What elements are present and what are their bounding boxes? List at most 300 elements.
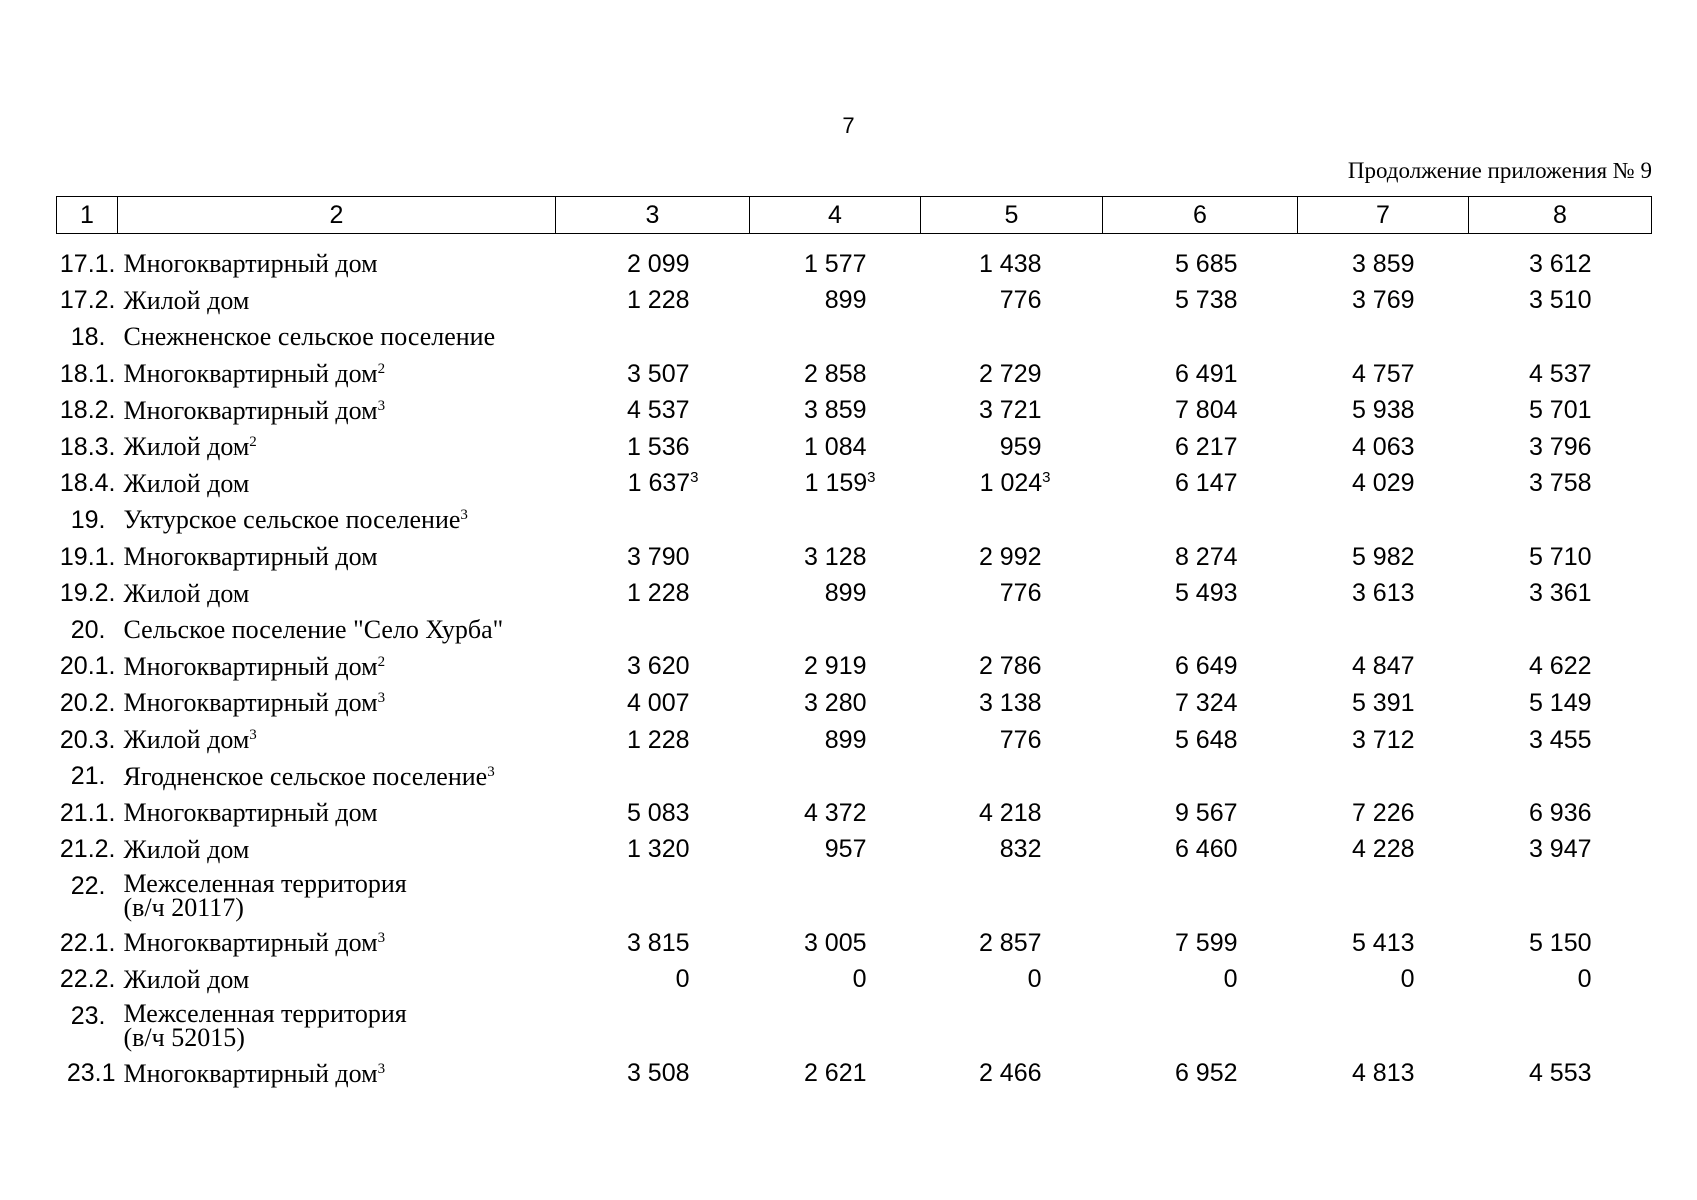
value-cell	[556, 466, 750, 503]
value-text: 4 063	[1351, 432, 1415, 461]
value-cell	[1103, 649, 1298, 686]
value-cell	[750, 868, 921, 925]
value-cell	[556, 832, 750, 869]
footnote-marker: 3	[377, 930, 386, 947]
header-row	[57, 197, 1652, 234]
value-text: 5 710	[1528, 542, 1592, 571]
row-number: 22.1.	[59, 928, 116, 957]
value-text: 2 786	[978, 652, 1042, 681]
name-text: Снежненское сельское поселение	[123, 322, 496, 352]
value-cell	[921, 925, 1103, 962]
value-text: 7 599	[1174, 928, 1238, 957]
footnote-marker: 2	[377, 653, 386, 670]
housing-type	[118, 832, 556, 869]
value-text: 1 438	[978, 249, 1042, 278]
value-cell	[1298, 356, 1469, 393]
value-text: 3 796	[1528, 432, 1592, 461]
value-text: 8 274	[1174, 542, 1238, 571]
housing-type	[118, 1055, 556, 1092]
name-text: Многоквартирный дом	[123, 928, 378, 958]
row-number: 20.	[70, 615, 106, 644]
value-text: 7 804	[1174, 396, 1238, 425]
row-number: 21.	[70, 762, 106, 791]
value-cell	[1298, 392, 1469, 429]
value-cell	[1298, 283, 1469, 320]
row-number: 19.2.	[59, 579, 116, 608]
value-cell	[556, 962, 750, 999]
value-text: 0	[1027, 965, 1042, 994]
table-row	[57, 1055, 1652, 1092]
value-text: 0	[675, 965, 690, 994]
value-text: 6 217	[1174, 432, 1238, 461]
row-number: 21.1.	[59, 798, 116, 827]
value-text: 6 460	[1174, 835, 1238, 864]
value-cell	[1469, 429, 1652, 466]
value-cell	[921, 832, 1103, 869]
value-cell	[556, 429, 750, 466]
value-cell	[1298, 319, 1469, 356]
value-text: 5 391	[1351, 688, 1415, 717]
value-cell	[1469, 502, 1652, 539]
value-text: 3 758	[1528, 469, 1592, 498]
value-cell	[1298, 1055, 1469, 1092]
value-cell	[750, 925, 921, 962]
value-cell	[1469, 356, 1652, 393]
value-cell	[750, 998, 921, 1055]
value-cell	[921, 998, 1103, 1055]
value-text: 6 649	[1174, 652, 1238, 681]
name-text: Жилой дом	[123, 432, 250, 462]
value-text: 1 536	[626, 432, 690, 461]
table-row	[57, 925, 1652, 962]
value-cell	[1298, 649, 1469, 686]
value-cell	[921, 539, 1103, 576]
value-text: 3 128	[803, 542, 867, 571]
value-text: 3 620	[626, 652, 690, 681]
value-cell	[1469, 319, 1652, 356]
value-text: 1 577	[803, 249, 867, 278]
settlement-name	[118, 502, 556, 539]
value-cell	[1469, 612, 1652, 649]
table-row	[57, 758, 1652, 795]
value-text: 4 537	[626, 396, 690, 425]
housing-type	[118, 539, 556, 576]
footnote-marker: 2	[377, 361, 386, 378]
value-cell	[556, 283, 750, 320]
table-row	[57, 234, 1652, 283]
value-text: 899	[824, 725, 867, 754]
value-cell	[556, 319, 750, 356]
table-row	[57, 392, 1652, 429]
row-number: 23.	[70, 1002, 106, 1031]
name-text: Межселенная территория	[123, 999, 407, 1029]
table-row	[57, 575, 1652, 612]
value-cell	[1103, 868, 1298, 925]
table-row	[57, 722, 1652, 759]
value-text: 5 149	[1528, 688, 1592, 717]
value-cell	[1298, 868, 1469, 925]
value-cell	[750, 502, 921, 539]
value-cell	[921, 758, 1103, 795]
value-text: 6 936	[1528, 798, 1592, 827]
name-text: Жилой дом	[123, 725, 250, 755]
value-text: 7 226	[1351, 798, 1415, 827]
housing-type	[118, 649, 556, 686]
settlement-name	[118, 319, 556, 356]
row-number: 18.3.	[59, 432, 116, 461]
value-cell	[556, 234, 750, 283]
value-cell	[750, 575, 921, 612]
table-row	[57, 283, 1652, 320]
value-text: 3 455	[1528, 725, 1592, 754]
value-cell	[1469, 925, 1652, 962]
value-cell	[1469, 1055, 1652, 1092]
row-number: 23.1	[66, 1059, 116, 1088]
column-header: 7	[1298, 197, 1469, 234]
value-cell	[921, 685, 1103, 722]
value-cell	[1469, 962, 1652, 999]
value-cell	[750, 758, 921, 795]
value-cell	[556, 575, 750, 612]
value-text: 4 029	[1351, 469, 1415, 498]
value-text: 5 982	[1351, 542, 1415, 571]
value-cell	[1103, 319, 1298, 356]
value-cell	[556, 502, 750, 539]
value-cell	[750, 962, 921, 999]
value-cell	[921, 722, 1103, 759]
value-cell	[1469, 795, 1652, 832]
value-cell	[1103, 429, 1298, 466]
value-text: 4 847	[1351, 652, 1415, 681]
value-text: 3 790	[626, 542, 690, 571]
value-cell	[750, 649, 921, 686]
row-number: 21.2.	[59, 835, 116, 864]
value-cell	[1103, 502, 1298, 539]
value-cell	[1103, 795, 1298, 832]
value-cell	[921, 612, 1103, 649]
value-cell	[556, 539, 750, 576]
value-cell	[1469, 649, 1652, 686]
name-line-2: (в/ч 52015)	[123, 1023, 245, 1053]
value-cell	[750, 392, 921, 429]
value-text: 776	[999, 725, 1042, 754]
value-cell	[1469, 283, 1652, 320]
value-text: 776	[999, 579, 1042, 608]
housing-type	[118, 925, 556, 962]
value-cell	[556, 925, 750, 962]
value-cell	[556, 795, 750, 832]
housing-type	[118, 722, 556, 759]
value-cell	[1298, 998, 1469, 1055]
row-number: 18.4.	[59, 469, 116, 498]
value-text: 6 952	[1174, 1059, 1238, 1088]
value-cell	[556, 392, 750, 429]
value-cell	[1469, 998, 1652, 1055]
table-header	[57, 197, 1652, 234]
value-text: 2 858	[803, 359, 867, 388]
value-text: 959	[999, 432, 1042, 461]
settlement-name	[118, 998, 556, 1055]
value-cell	[1103, 685, 1298, 722]
value-text: 1 320	[626, 835, 690, 864]
value-cell	[1103, 283, 1298, 320]
settlement-name	[118, 868, 556, 925]
value-cell	[750, 795, 921, 832]
row-number: 17.2.	[59, 286, 116, 315]
value-cell	[1103, 722, 1298, 759]
name-text: Многоквартирный дом	[123, 651, 378, 681]
value-text: 3 612	[1528, 249, 1592, 278]
value-cell	[1298, 962, 1469, 999]
value-text: 4 228	[1351, 835, 1415, 864]
value-text: 3 280	[803, 688, 867, 717]
footnote-marker: 3	[460, 507, 468, 524]
table-row	[57, 502, 1652, 539]
column-header: 2	[118, 197, 556, 234]
value-text: 3 815	[626, 928, 690, 957]
tariff-table	[56, 196, 1652, 1092]
name-text: Жилой дом	[123, 468, 250, 498]
housing-type	[118, 685, 556, 722]
value-cell	[1103, 962, 1298, 999]
value-cell	[556, 612, 750, 649]
row-number: 22.2.	[59, 965, 116, 994]
value-cell	[556, 868, 750, 925]
table-body	[57, 234, 1652, 1092]
value-cell	[1469, 868, 1652, 925]
value-cell	[750, 685, 921, 722]
value-text: 3 712	[1351, 725, 1415, 754]
column-header: 6	[1103, 197, 1298, 234]
table-row	[57, 466, 1652, 503]
name-text: Многоквартирный дом	[123, 249, 378, 279]
value-cell	[1469, 685, 1652, 722]
value-cell	[1298, 539, 1469, 576]
value-cell	[750, 539, 921, 576]
value-text: 3 859	[803, 396, 867, 425]
value-cell	[750, 466, 921, 503]
value-cell	[1103, 539, 1298, 576]
name-text: Межселенная территория	[123, 869, 407, 899]
value-text: 3 721	[978, 396, 1042, 425]
value-text: 899	[824, 579, 867, 608]
settlement-name	[118, 758, 556, 795]
value-cell	[1298, 612, 1469, 649]
value-cell	[921, 795, 1103, 832]
value-text: 3 859	[1351, 249, 1415, 278]
value-cell	[921, 283, 1103, 320]
value-text: 6 491	[1174, 359, 1238, 388]
value-cell	[556, 758, 750, 795]
housing-type	[118, 466, 556, 503]
value-text: 0	[1577, 965, 1592, 994]
footnote-marker: 2	[249, 434, 257, 451]
value-cell	[1298, 685, 1469, 722]
housing-type	[118, 234, 556, 283]
table-row	[57, 962, 1652, 999]
value-text: 1 228	[626, 286, 690, 315]
value-text: 9 567	[1174, 798, 1238, 827]
value-text: 1 637	[627, 469, 691, 498]
value-text: 4 553	[1528, 1059, 1592, 1088]
value-cell	[1298, 722, 1469, 759]
name-text: Жилой дом	[123, 578, 250, 608]
value-cell	[921, 356, 1103, 393]
column-header: 4	[750, 197, 921, 234]
footnote-marker: 3	[1042, 469, 1051, 487]
value-text: 4 218	[978, 798, 1042, 827]
value-cell	[921, 234, 1103, 283]
row-number: 19.1.	[59, 542, 116, 571]
value-cell	[1469, 539, 1652, 576]
name-text: Многоквартирный дом	[123, 359, 378, 389]
value-text: 4 007	[626, 688, 690, 717]
housing-type	[118, 429, 556, 466]
row-number: 20.1.	[59, 652, 116, 681]
value-cell	[1469, 466, 1652, 503]
value-cell	[1298, 925, 1469, 962]
value-cell	[1103, 234, 1298, 283]
value-text: 5 685	[1174, 249, 1238, 278]
value-text: 2 857	[978, 928, 1042, 957]
name-text: Многоквартирный дом	[123, 688, 378, 718]
value-cell	[750, 612, 921, 649]
value-cell	[921, 429, 1103, 466]
value-text: 5 083	[626, 798, 690, 827]
housing-type	[118, 392, 556, 429]
footnote-marker: 3	[249, 727, 257, 744]
value-text: 4 537	[1528, 359, 1592, 388]
value-text: 2 919	[803, 652, 867, 681]
value-cell	[921, 649, 1103, 686]
value-cell	[750, 722, 921, 759]
settlement-name	[118, 612, 556, 649]
name-text: Многоквартирный дом	[123, 1058, 378, 1088]
value-text: 3 005	[803, 928, 867, 957]
name-text: Жилой дом	[123, 285, 250, 315]
continuation-label: Продолжение приложения № 9	[1347, 158, 1652, 183]
value-text: 3 138	[978, 688, 1042, 717]
value-text: 3 361	[1528, 579, 1592, 608]
value-text: 2 729	[978, 359, 1042, 388]
value-cell	[750, 319, 921, 356]
value-cell	[556, 722, 750, 759]
value-text: 2 466	[978, 1059, 1042, 1088]
value-cell	[750, 283, 921, 320]
value-text: 1 228	[626, 579, 690, 608]
value-cell	[1103, 392, 1298, 429]
value-text: 2 099	[626, 249, 690, 278]
value-cell	[921, 466, 1103, 503]
value-text: 5 938	[1351, 396, 1415, 425]
value-cell	[1103, 925, 1298, 962]
value-cell	[1298, 795, 1469, 832]
name-text: Многоквартирный дом	[123, 542, 378, 572]
value-text: 5 648	[1174, 725, 1238, 754]
value-text: 1 228	[626, 725, 690, 754]
value-cell	[556, 649, 750, 686]
value-cell	[1103, 758, 1298, 795]
value-cell	[921, 502, 1103, 539]
value-cell	[1103, 356, 1298, 393]
housing-type	[118, 575, 556, 612]
table-row	[57, 356, 1652, 393]
value-cell	[921, 1055, 1103, 1092]
value-text: 3 508	[626, 1059, 690, 1088]
value-text: 957	[824, 835, 867, 864]
value-text: 0	[852, 965, 867, 994]
table-row	[57, 868, 1652, 925]
value-text: 776	[999, 286, 1042, 315]
value-cell	[1103, 612, 1298, 649]
value-text: 3 947	[1528, 835, 1592, 864]
name-text: Сельское поселение "Село Хурба"	[123, 615, 504, 645]
row-number: 17.1.	[59, 249, 116, 278]
value-text: 899	[824, 286, 867, 315]
footnote-marker: 3	[377, 397, 386, 414]
value-text: 5 150	[1528, 928, 1592, 957]
value-text: 5 701	[1528, 396, 1592, 425]
footnote-marker: 3	[867, 469, 876, 487]
value-text: 7 324	[1174, 688, 1238, 717]
value-cell	[750, 1055, 921, 1092]
value-text: 3 507	[626, 359, 690, 388]
table-row	[57, 612, 1652, 649]
value-text: 6 147	[1174, 469, 1238, 498]
value-cell	[1103, 1055, 1298, 1092]
name-line-2: (в/ч 20117)	[123, 893, 244, 923]
value-cell	[1469, 575, 1652, 612]
row-number: 20.3.	[59, 725, 116, 754]
table-row	[57, 649, 1652, 686]
name-text: Жилой дом	[123, 834, 250, 864]
name-text: Многоквартирный дом	[123, 395, 378, 425]
row-number: 18.	[70, 322, 106, 351]
row-number: 18.1.	[59, 359, 116, 388]
value-text: 5 738	[1174, 286, 1238, 315]
value-text: 3 769	[1351, 286, 1415, 315]
value-cell	[1298, 429, 1469, 466]
value-cell	[1469, 832, 1652, 869]
value-cell	[1469, 758, 1652, 795]
table-row	[57, 795, 1652, 832]
footnote-marker: 3	[377, 690, 386, 707]
value-text: 832	[999, 835, 1042, 864]
housing-type	[118, 962, 556, 999]
table-row	[57, 685, 1652, 722]
value-text: 1 024	[979, 469, 1043, 498]
name-text: Ягодненское сельское поселение	[123, 761, 488, 791]
table-row	[57, 998, 1652, 1055]
value-cell	[1298, 502, 1469, 539]
value-text: 4 757	[1351, 359, 1415, 388]
value-cell	[1298, 234, 1469, 283]
value-text: 4 622	[1528, 652, 1592, 681]
value-text: 2 621	[803, 1059, 867, 1088]
value-cell	[1298, 466, 1469, 503]
value-text: 3 510	[1528, 286, 1592, 315]
column-header: 3	[556, 197, 750, 234]
column-header: 1	[57, 197, 118, 234]
column-header: 8	[1469, 197, 1652, 234]
table-row	[57, 539, 1652, 576]
row-number: 18.2.	[59, 396, 116, 425]
page-number: 7	[842, 113, 855, 138]
value-text: 1 084	[803, 432, 867, 461]
table-row	[57, 429, 1652, 466]
value-cell	[750, 234, 921, 283]
value-cell	[921, 319, 1103, 356]
